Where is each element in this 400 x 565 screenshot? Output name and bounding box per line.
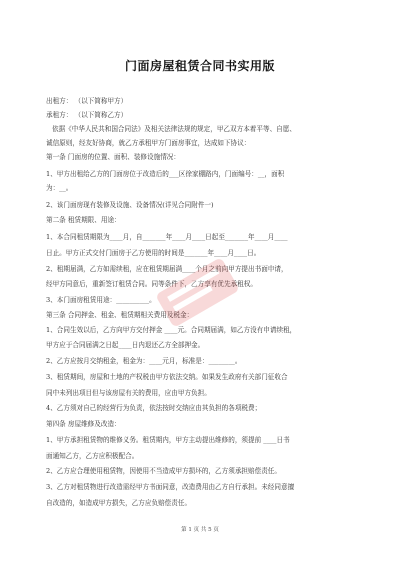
- text-line: 甲方应于合同届满之日起____日内退还乙方全部押金。: [46, 341, 205, 349]
- text-line: 自改造的，如造成甲方损失，乙方应负赔偿责任。: [46, 499, 192, 507]
- document-title: 门面房屋租赁合同书实用版: [124, 59, 275, 73]
- text-line: 1、本合同租赁期限为____月，自_______年____月____日起至_______年____月____: [46, 233, 288, 241]
- text-line: 2、乙方应合理使用租赁物，因使用不当造成甲方损坏的，乙方须承担赔偿责任。: [46, 467, 281, 475]
- text-line: 经甲方同意后，重新签订租赁合同。同等条件下，乙方享有优先承租权。: [46, 280, 257, 288]
- text-line: 3、本门面房租赁用途：__________。: [46, 296, 156, 304]
- text-line: 面通知乙方，乙方应积极配合。: [46, 452, 139, 460]
- text-line: 1、甲方承担租赁物的维修义务。租赁期内，甲方主动提出维修的，须提前 ____日书: [46, 436, 290, 444]
- text-line: 3、租赁期间，房屋和土地的产权税由甲方依法交纳。如果发生政府有关部门征收合: [46, 373, 288, 381]
- text-line: 第一条 门面房的位置、面积、装修设施情况：: [46, 153, 180, 161]
- text-line: 第三条 合同押金、租金、租赁期相关费用及税金：: [46, 311, 194, 319]
- text-line: 为：__。: [46, 184, 73, 192]
- text-line: 3、乙方对租赁物进行改造需经甲方书面同意，改造费用由乙方自行承担。未经同意擅: [46, 483, 295, 491]
- text-line: 2、租期届满，乙方如需续租，应在租赁期届满____个月之前向甲方提出书面申请，: [46, 265, 288, 273]
- text-line: 承租方： （以下简称乙方）: [46, 111, 128, 119]
- text-line: 日止。甲方正式交付门面房于乙方使用的时间是_______年____月____日。: [46, 249, 261, 257]
- text-line: 诚信原则，经友好协商，就乙方承租甲方门面房事宜，达成如下协议：: [46, 139, 251, 147]
- text-line: 同中未列出项目但与该房屋有关的费用，应由甲方负担。: [46, 389, 211, 397]
- text-line: 4、乙方须对自己的经营行为负责，依法按时交纳应由其负担的各项税费；: [46, 404, 262, 412]
- text-line: 1、合同生效以后，乙方向甲方交付押金 ____元。合同期届满，如乙方没有申请续租，: [46, 326, 297, 334]
- page-number: 第 1 页 共 5 页: [181, 527, 219, 533]
- text-line: 2、该门面房现有装修及设施、设备情况(详见合同附件一): [46, 201, 214, 209]
- text-line: 第二条 租赁期限、用途：: [46, 216, 121, 224]
- watermark-logo: [133, 228, 263, 358]
- text-line: 依据《中华人民共和国合同法》及相关法律法规的规定，甲乙双方本着平等、自愿、: [52, 125, 296, 133]
- text-line: 2、乙方应按月交纳租金，租金为：____元月，标准是：________。: [46, 357, 242, 365]
- text-line: 1、甲方出租给乙方的门面房位于改造后的___区徐家棚路内，门面编号：__，面积: [46, 170, 285, 178]
- text-line: 出租方： （以下简称甲方）: [46, 97, 128, 105]
- text-line: 第四条 房屋维修及改造：: [46, 420, 121, 428]
